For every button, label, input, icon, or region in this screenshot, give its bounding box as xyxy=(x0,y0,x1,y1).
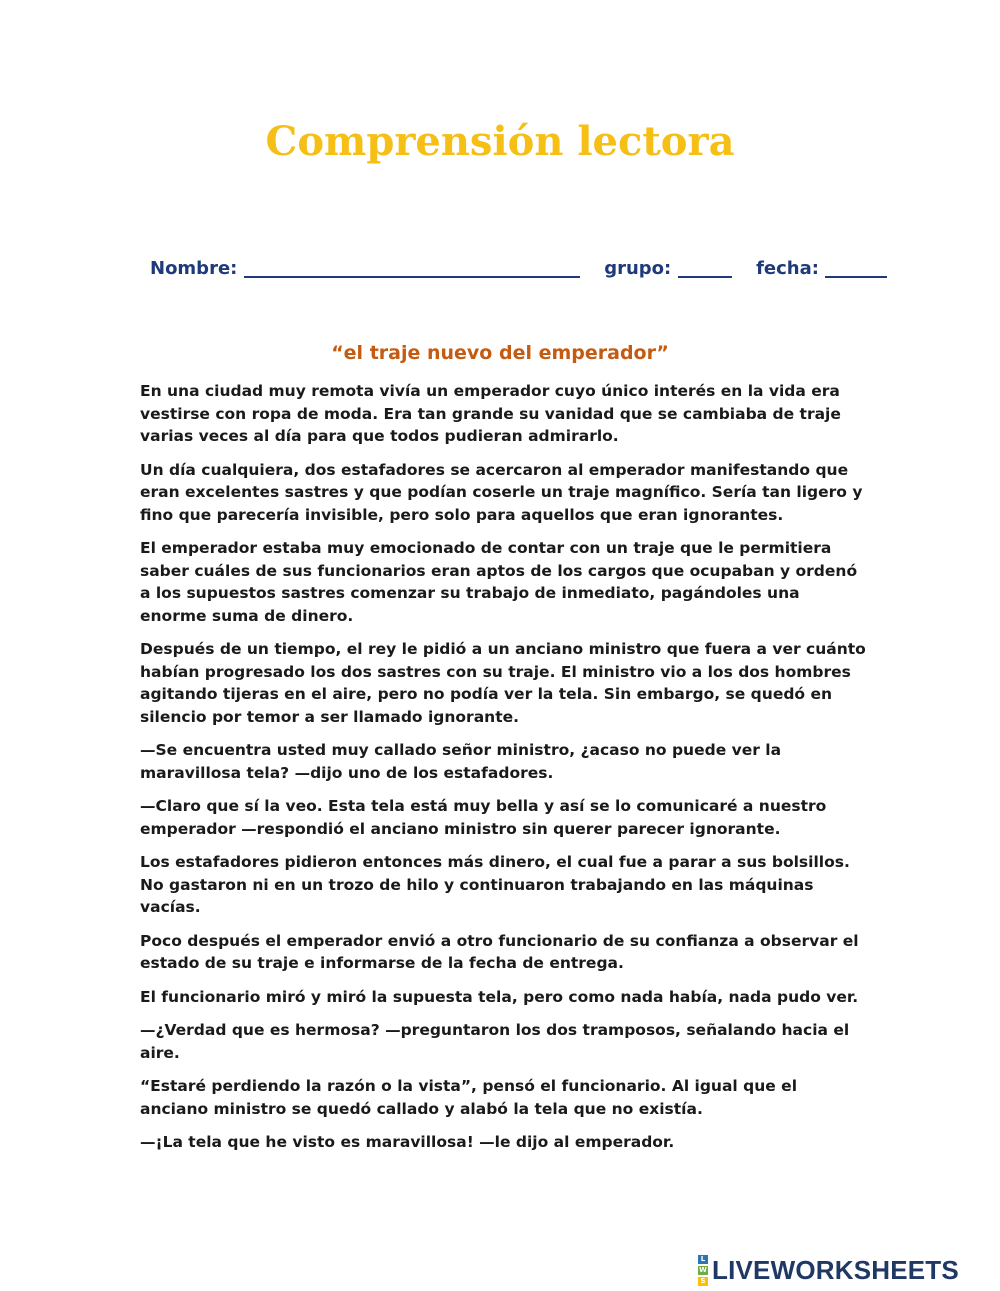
story-paragraph: Después de un tiempo, el rey le pidió a un anciano ministro que fuera a ver cuánto habían progresado los dos sastres con su traje. El ministro vio a los dos hombres agitando tijeras en el aire, pero no podía ver la tela. Sin embargo, se quedó en silencio por temor a ser llamado ignorante. xyxy=(140,640,866,726)
group-label: grupo: xyxy=(604,258,672,279)
story-paragraph: —Claro que sí la veo. Esta tela está muy bella y así se lo comunicaré a nuestro emperador —respondió el anciano ministro sin querer parecer ignorante. xyxy=(140,797,827,838)
group-blank xyxy=(678,256,732,278)
story-paragraph: En una ciudad muy remota vivía un emperador cuyo único interés en la vida era vestirse con ropa de moda. Era tan grande su vanidad que se cambiaba de traje varias veces al día para que todos pudieran admirarlo. xyxy=(140,382,841,445)
date-blank xyxy=(825,256,887,278)
story-paragraph: —¡La tela que he visto es maravillosa! —le dijo al emperador. xyxy=(140,1133,675,1151)
story-paragraph: —Se encuentra usted muy callado señor ministro, ¿acaso no puede ver la maravillosa tela? —dijo uno de los estafadores. xyxy=(140,741,782,782)
story-body xyxy=(140,380,870,1165)
story-paragraph: El funcionario miró y miró la supuesta tela, pero como nada había, nada pudo ver. xyxy=(140,987,859,1006)
name-blank xyxy=(244,256,580,278)
story-paragraph: Un día cualquiera, dos estafadores se acercaron al emperador manifestando que eran excelentes sastres y que podían coserle un traje magnífico. Sería tan ligero y fino que parecería invisible, pero solo para aquellos que eran ignorantes. xyxy=(140,460,863,524)
liveworksheets-logo-icon xyxy=(698,1255,708,1286)
story-paragraph: El emperador estaba muy emocionado de contar con un traje que le permitiera saber cuáles de sus funcionarios eran aptos de los cargos que ocupaban y ordenó a los supuestos sastres comenzar su trabajo de inmediato, pagándoles una enorme suma de dinero. xyxy=(140,539,858,625)
liveworksheets-brand[interactable] xyxy=(698,1252,959,1288)
student-info-row xyxy=(150,254,887,284)
logo-block-w: W xyxy=(699,1266,707,1274)
story-paragraph: —¿Verdad que es hermosa? —preguntaron los dos tramposos, señalando hacia el aire. xyxy=(140,1021,850,1062)
story-paragraph: Los estafadores pidieron entonces más dinero, el cual fue a parar a sus bolsillos. No gastaron ni en un trozo de hilo y continuaron trabajando en las máquinas vacías. xyxy=(140,853,850,916)
story-paragraph: “Estaré perdiendo la razón o la vista”, pensó el funcionario. Al igual que el anciano ministro se quedó callado y alabó la tela que no existía. xyxy=(140,1077,798,1118)
page-title: Comprensión lectora xyxy=(265,118,735,165)
name-label: Nombre: xyxy=(150,258,238,279)
logo-block-l: L xyxy=(698,1255,708,1264)
story-title: “el traje nuevo del emperador” xyxy=(331,342,669,364)
liveworksheets-wordmark: LIVEWORKSHEETS xyxy=(712,1254,959,1285)
logo-block-s: S xyxy=(698,1277,708,1286)
date-label: fecha: xyxy=(756,258,819,279)
story-paragraph: Poco después el emperador envió a otro funcionario de su confianza a observar el estado de su traje e informarse de la fecha de entrega. xyxy=(140,931,859,972)
